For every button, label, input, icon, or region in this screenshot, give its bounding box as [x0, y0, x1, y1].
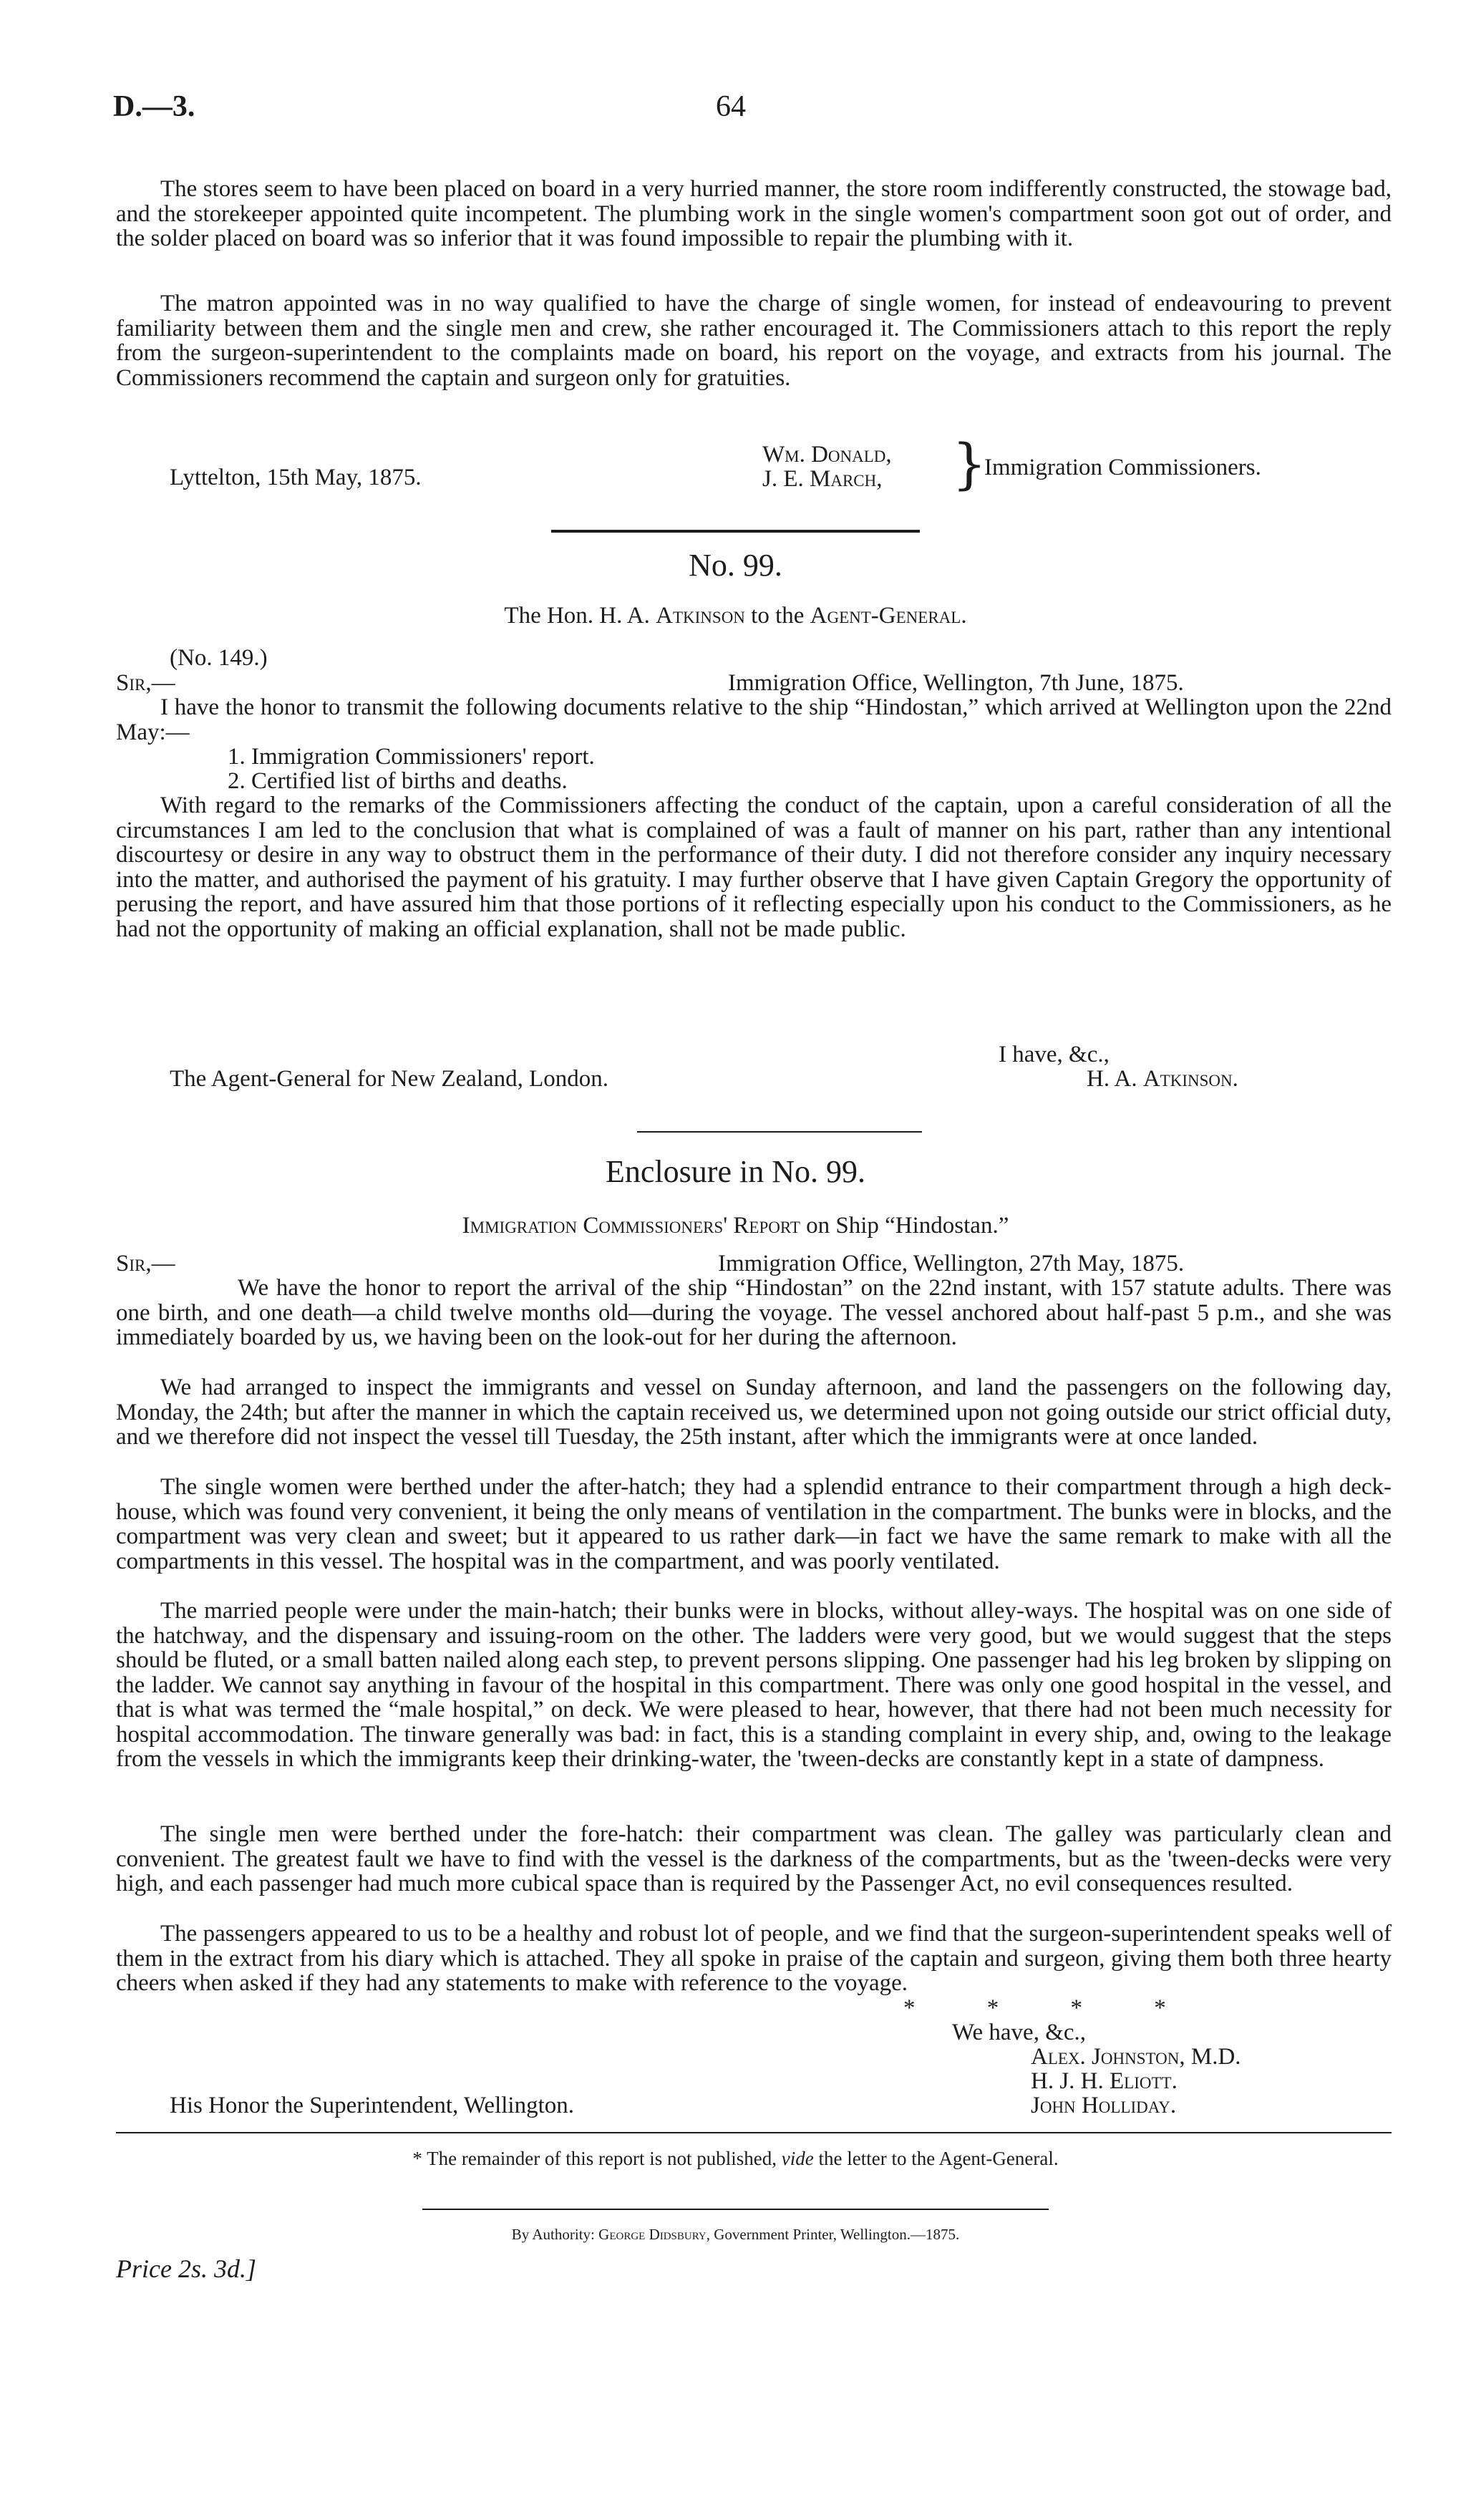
address-date: Immigration Office, Wellington, 27th May, 1875. [718, 1251, 1185, 1276]
paragraph: The stores seem to have been placed on board in a very hurried manner, the store room indifferently constructed, the stowage bad, and the storekeeper appointed quite incompetent. The plumbing work in the single women's compartment soon got out of order, and the solder placed on board was so inferior that it was found impossible to repair the plumbing with it. [116, 176, 1392, 251]
subheading-text: to the [751, 603, 805, 629]
signature: John Holliday. [1031, 2093, 1177, 2118]
brace: } [952, 432, 987, 495]
subheading-text: Immigration Commissioners' Report [462, 1213, 800, 1239]
reference-number: (No. 149.) [170, 645, 268, 671]
signatory-title: Immigration Commissioners. [984, 455, 1261, 480]
subheading-text: The Hon. H. A. [504, 603, 650, 629]
enclosure-subheading [0, 1213, 1471, 1239]
salutation: Sir,— [116, 1251, 175, 1276]
signature [1087, 1067, 1238, 1092]
subheading-text: on Ship “Hindostan.” [806, 1213, 1009, 1239]
list-item: 1. Immigration Commissioners' report. [228, 744, 595, 770]
letter-heading: No. 99. [689, 548, 782, 583]
paragraph: The single men were berthed under the fore-hatch: their compartment was clean. The galley was particularly clean and convenient. The greatest fault we have to find with the vessel is the darkness of the compartments, but as the 'tween-decks were very high, and each passenger had much more cubical space than is required by the Passenger Act, no evil consequences resulted. [116, 1821, 1392, 1896]
footnote-italic: vide [781, 2148, 814, 2169]
place-date: Lyttelton, 15th May, 1875. [170, 465, 422, 490]
paragraph: We have the honor to report the arrival of the ship “Hindostan” on the 22nd instant, with 157 statute adults. There was one birth, and one death—a child twelve months old—during the voyage. The vessel anchored about half-past 5 p.m., and she was immediately boarded by us, we having been on the look-out for her during the afternoon. [116, 1275, 1392, 1350]
list-item: 2. Certified list of births and deaths. [228, 768, 568, 794]
paragraph: The single women were berthed under the after-hatch; they had a splendid entrance to their compartment through a high deck-house, which was found very convenient, it being the only means of ventilation in the compartment. The bunks were in blocks, and the compartment was very clean and sweet; but it appeared to us rather dark—in fact we have the same remark to make with all the compartments in this vessel. The hospital was in the compartment, and was poorly ventilated. [116, 1474, 1392, 1574]
footnote-text: the letter to the Agent-General. [818, 2148, 1059, 2169]
subheading-name: Atkinson [656, 603, 745, 629]
letter-subheading [0, 604, 1471, 629]
divider [551, 530, 920, 533]
paragraph: I have the honor to transmit the following documents relative to the ship “Hindostan,” which arrived at Wellington upon the 22nd May:— [116, 694, 1392, 745]
asterisks: * * * * [903, 1995, 1166, 2021]
paragraph: We had arranged to inspect the immigrants and vessel on Sunday afternoon, and land the passengers on the following day, Monday, the 24th; but after the manner in which the captain received us, we determined upon not going outside our strict official duty, and we therefore did not inspect the vessel till Tuesday, the 25th instant, after which the immigrants were at once landed. [116, 1375, 1392, 1450]
salutation: Sir,— [116, 670, 175, 696]
printer-name: George Didsbury, [598, 2226, 710, 2243]
divider [637, 1131, 922, 1133]
footnote-text: * The remainder of this report is not published, [412, 2148, 777, 2169]
divider [422, 2209, 1049, 2210]
signature: H. J. H. Eliott. [1031, 2068, 1178, 2094]
paragraph: The married people were under the main-hatch; their bunks were in blocks, without alley-ways. The hospital was on one side of the hatchway, and the dispensary and issuing-room on the other. The ladders were very good, but we would suggest that the steps should be fluted, or a small batten nailed along each step, to prevent persons slipping. One passenger had his leg broken by slipping on the ladder. We cannot say anything in favour of the hospital in this compartment. There was only one good hospital in the vessel, and that is what was termed the “male hospital,” on deck. We were pleased to hear, however, that there had not been much necessity for hospital accommodation. The tinware generally was bad: in fact, this is a standing complaint in every ship, and, owing to the leakage from the vessels in which the immigrants keep their drinking-water, the 'tween-decks are constantly kept in a state of dampness. [116, 1598, 1392, 1772]
page-number: 64 [716, 90, 746, 123]
closing: We have, &c., [952, 2020, 1087, 2045]
enclosure-heading: Enclosure in No. 99. [606, 1154, 865, 1189]
footnote [0, 2146, 1471, 2171]
signature: Alex. Johnston, M.D. [1031, 2044, 1241, 2070]
address-date: Immigration Office, Wellington, 7th June, 1875. [728, 670, 1184, 696]
signatory: J. E. March, [762, 466, 883, 492]
signatory: Wm. Donald, [762, 442, 892, 467]
addressee: The Agent-General for New Zealand, London. [170, 1066, 609, 1092]
price: Price 2s. 3d.] [116, 2254, 256, 2283]
paragraph: The passengers appeared to us to be a healthy and robust lot of people, and we find that the surgeon-superintendent speaks well of them in the extract from his diary which is attached. They all spoke in praise of the captain and surgeon, giving them both three hearty cheers when asked if they had any statements to make with reference to the voyage. [116, 1921, 1392, 1996]
paragraph: The matron appointed was in no way qualified to have the charge of single women, for instead of endeavouring to prevent familiarity between them and the single men and crew, she rather encouraged it. The Commissioners attach to this report the reply from the surgeon-superintendent to the complaints made on board, his report on the voyage, and extracts from his journal. The Commissioners recommend the captain and surgeon only for gratuities. [116, 291, 1392, 391]
signature-name: Atkinson. [1142, 1066, 1238, 1092]
imprint-text: By Authority: [511, 2226, 595, 2243]
signature-initials: H. A. [1087, 1066, 1137, 1092]
imprint-text: Government Printer, Wellington.—1875. [714, 2226, 960, 2243]
paragraph: With regard to the remarks of the Commissioners affecting the conduct of the captain, upon a careful consideration of all the circumstances I am led to the conclusion that what is complained of was a fault of manner on his part, rather than any intentional discourtesy or desire in any way to obstruct them in the performance of their duty. I did not therefore consider any inquiry necessary into the matter, and authorised the payment of his gratuity. I may further observe that I have given Captain Gregory the opportunity of perusing the report, and have assured him that those portions of it reflecting especially upon his conduct to the Commissioners, as he had not the opportunity of making an official explanation, shall not be made public. [116, 793, 1392, 942]
printer-imprint [0, 2222, 1471, 2247]
subheading-recipient: Agent-General. [810, 603, 967, 629]
divider [116, 2132, 1392, 2133]
closing: I have, &c., [999, 1042, 1110, 1067]
addressee: His Honor the Superintendent, Wellington. [170, 2093, 574, 2118]
series-code: D.—3. [113, 90, 195, 123]
